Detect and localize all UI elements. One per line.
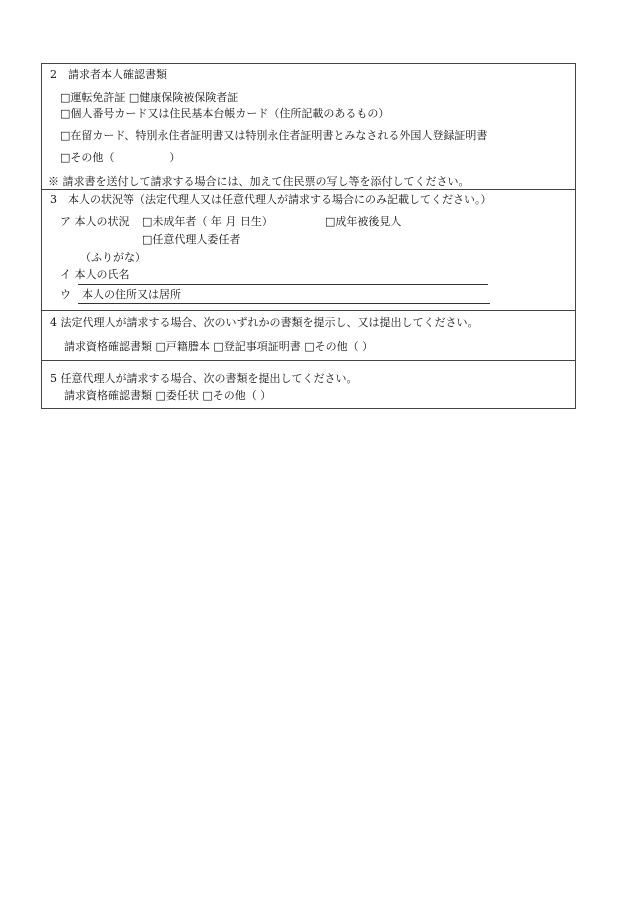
section2-option-license-insurance[interactable]: □運転免許証 □健康保険被保険者証 <box>60 91 239 104</box>
principal-name-field[interactable] <box>78 284 488 285</box>
section2-option-residence-card[interactable]: □在留カード、特別永住者証明書又は特別永住者証明書とみなされる外国人登録証明書 <box>60 129 488 142</box>
section3-title: 3 本人の状況等（法定代理人又は任意代理人が請求する場合にのみ記載してください。） <box>50 193 492 206</box>
section4-title: 4 法定代理人が請求する場合、次のいずれかの書類を提示し、又は提出してください。 <box>50 316 479 329</box>
divider <box>42 189 575 190</box>
divider <box>42 360 575 361</box>
status-option-minor[interactable]: □未成年者（ 年 月 日生） <box>142 215 273 228</box>
mailing-note: ※ 請求書を送付して請求する場合には、加えて住民票の写し等を添付してください。 <box>48 175 470 188</box>
principal-address-label: ウ 本人の住所又は居所 <box>60 288 181 301</box>
section4-documents[interactable]: 請求資格確認書類 □戸籍謄本 □登記事項証明書 □その他（ ） <box>64 340 374 353</box>
furigana-label: （ふりがな） <box>80 251 146 264</box>
section5-documents[interactable]: 請求資格確認書類 □委任状 □その他（ ） <box>64 389 272 402</box>
status-option-adult-ward[interactable]: □成年被後見人 <box>325 215 402 228</box>
status-label: ア 本人の状況 <box>60 215 130 228</box>
principal-name-label: イ 本人の氏名 <box>60 268 130 281</box>
section5-title: 5 任意代理人が請求する場合、次の書類を提出してください。 <box>50 372 358 385</box>
section2-title: 2 請求者本人確認書類 <box>50 68 167 81</box>
request-form-table <box>41 63 576 409</box>
status-option-principal[interactable]: □任意代理人委任者 <box>142 233 241 246</box>
divider <box>42 310 575 311</box>
section2-option-other[interactable]: □その他（ ） <box>60 151 181 164</box>
section2-option-mynumber-card[interactable]: □個人番号カード又は住民基本台帳カード（住所記載のあるもの） <box>60 107 390 120</box>
principal-address-field[interactable] <box>78 303 490 304</box>
